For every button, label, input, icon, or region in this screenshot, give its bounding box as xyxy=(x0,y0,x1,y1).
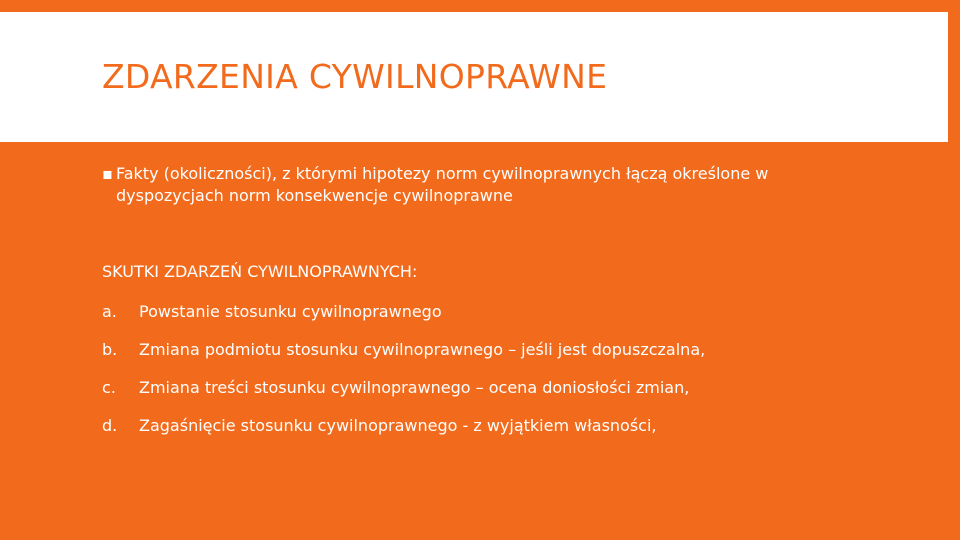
list-item-d xyxy=(102,416,657,436)
list-item-text: Zmiana treści stosunku cywilnoprawnego – ocena doniosłości zmian, xyxy=(139,378,690,397)
list-item-text: Zmiana podmiotu stosunku cywilnoprawnego – jeśli jest dopuszczalna, xyxy=(139,340,706,359)
list-marker: b. xyxy=(102,340,118,359)
bullet-item xyxy=(102,163,862,207)
list-marker: c. xyxy=(102,378,116,397)
list-item-c xyxy=(102,378,689,398)
list-item-text: Powstanie stosunku cywilnoprawnego xyxy=(139,302,442,321)
list-item-b xyxy=(102,340,705,360)
slide-title: ZDARZENIA CYWILNOPRAWNE xyxy=(102,57,608,96)
list-marker: a. xyxy=(102,302,117,321)
bullet-marker-icon: ▪ xyxy=(102,164,113,183)
section-heading: SKUTKI ZDARZEŃ CYWILNOPRAWNYCH: xyxy=(102,262,418,281)
list-marker: d. xyxy=(102,416,118,435)
list-item-text: Zagaśnięcie stosunku cywilnoprawnego - z wyjątkiem własności, xyxy=(139,416,657,435)
bullet-text: Fakty (okoliczności), z którymi hipotezy norm cywilnoprawnych łączą określone w dyspozycjach norm konsekwencje cywilnoprawne xyxy=(116,164,769,205)
list-item-a xyxy=(102,302,442,322)
